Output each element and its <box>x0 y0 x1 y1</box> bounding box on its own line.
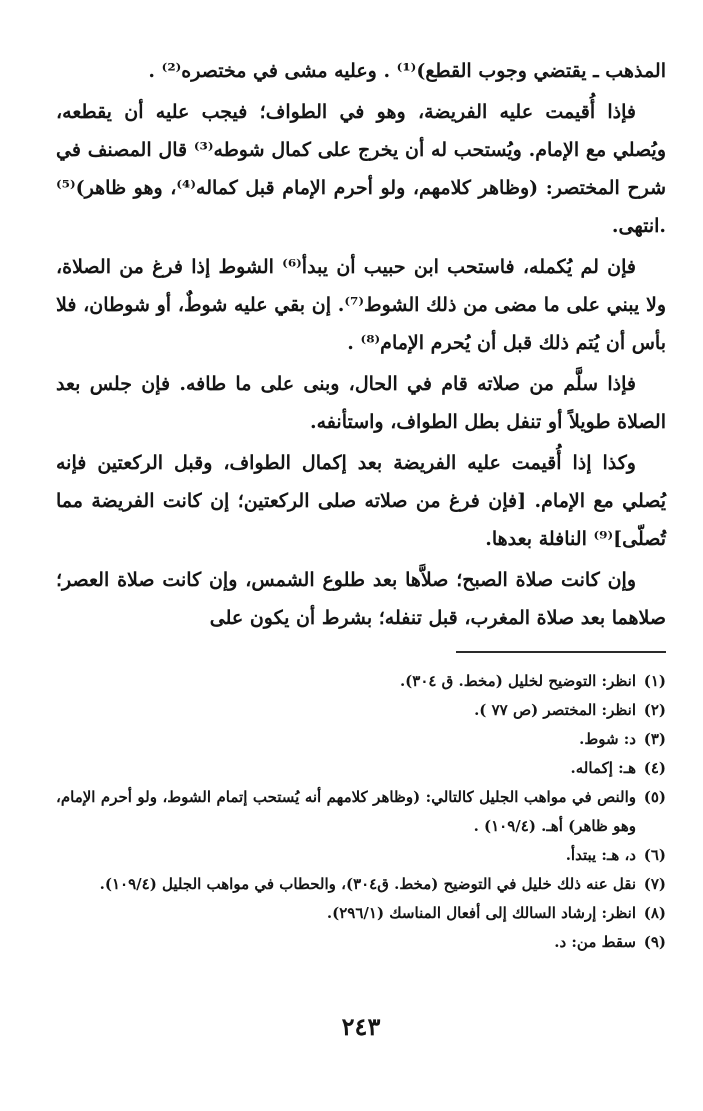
footnote-number: (١) <box>643 672 666 690</box>
footnote-separator <box>456 651 666 653</box>
footnote-number: (٩) <box>643 933 666 951</box>
document-page <box>56 52 666 1092</box>
footnote-text: انظر: إرشاد السالك إلى أفعال المناسك (٢٩٦/١). <box>326 904 636 922</box>
footnote-item <box>56 667 666 696</box>
footnote-text: سقط من: د. <box>554 933 636 951</box>
footnote-text: والنص في مواهب الجليل كالتالي: (وظاهر كلامهم أنه يُستحب إتمام الشوط، ولو أحرم الإمام، وهو ظاهر) أهـ. (١٠٩/٤) . <box>56 788 636 835</box>
footnote-text: نقل عنه ذلك خليل في التوضيح (مخط. ق٣٠٤)، والحطاب في مواهب الجليل (١٠٩/٤). <box>99 875 636 893</box>
footnote-item <box>56 928 666 957</box>
paragraph: فإذا سلَّم من صلاته قام في الحال، وبنى على ما طافه. فإن جلس بعد الصلاة طويلاً أو تنفل بطل الطواف، واستأنفه. <box>56 373 666 433</box>
footnote-number: (٣) <box>643 730 666 748</box>
footnote-text: هـ: إكماله. <box>570 759 636 777</box>
paragraph: المذهب ـ يقتضي وجوب القطع)⁽¹⁾ . وعليه مشى في مختصره⁽²⁾ . <box>148 60 666 82</box>
footnote-number: (٦) <box>643 846 666 864</box>
paragraph: وكذا إذا أُقيمت عليه الفريضة بعد إكمال الطواف، وقبل الركعتين فإنه يُصلي مع الإمام. [فإن فرغ من صلاته صلى الركعتين؛ إن كانت الفريضة مما تُصلّى]⁽⁹⁾ النافلة بعدها. <box>56 452 666 550</box>
footnote-number: (٢) <box>643 701 666 719</box>
footnote-item <box>56 696 666 725</box>
footnote-text: انظر: المختصر (ص ٧٧ ). <box>474 701 636 719</box>
body-text <box>56 52 666 637</box>
paragraph: فإذا أُقيمت عليه الفريضة، وهو في الطواف؛ فيجب عليه أن يقطعه، ويُصلي مع الإمام. ويُستحب له أن يخرج على كمال شوطه⁽³⁾ قال المصنف في شرح المختصر: (وظاهر كلامهم، ولو أحرم الإمام قبل كماله⁽⁴⁾، وهو ظاهر)⁽⁵⁾ .انتهى. <box>56 101 666 237</box>
paragraph: فإن لم يُكمله، فاستحب ابن حبيب أن يبدأ⁽⁶⁾ الشوط إذا فرغ من الصلاة، ولا يبني على ما مضى من ذلك الشوط⁽⁷⁾. إن بقي عليه شوطٌ، أو شوطان، فلا بأس أن يُتم ذلك قبل أن يُحرم الإمام⁽⁸⁾ . <box>56 256 667 354</box>
footnote-number: (٥) <box>643 788 666 806</box>
footnote-item <box>56 899 666 928</box>
footnote-item <box>56 841 666 870</box>
footnote-number: (٨) <box>643 904 666 922</box>
footnote-number: (٧) <box>643 875 666 893</box>
footnote-text: د: شوط. <box>579 730 636 748</box>
page-number: ٢٤٣ <box>341 1012 381 1041</box>
paragraph: وإن كانت صلاة الصبح؛ صلاَّها بعد طلوع الشمس، وإن كانت صلاة العصر؛ صلاهما بعد صلاة المغرب، قبل تنفله؛ بشرط أن يكون على <box>56 569 666 629</box>
footnote-text: انظر: التوضيح لخليل (مخط. ق ٣٠٤). <box>399 672 636 690</box>
footnote-item <box>56 725 666 754</box>
footnotes-list <box>56 667 666 957</box>
footnote-item <box>56 870 666 899</box>
footnote-number: (٤) <box>643 759 666 777</box>
footnote-text: د، هـ: يبتدأ. <box>565 846 636 864</box>
footnote-item <box>56 754 666 783</box>
footnote-item <box>56 783 666 841</box>
